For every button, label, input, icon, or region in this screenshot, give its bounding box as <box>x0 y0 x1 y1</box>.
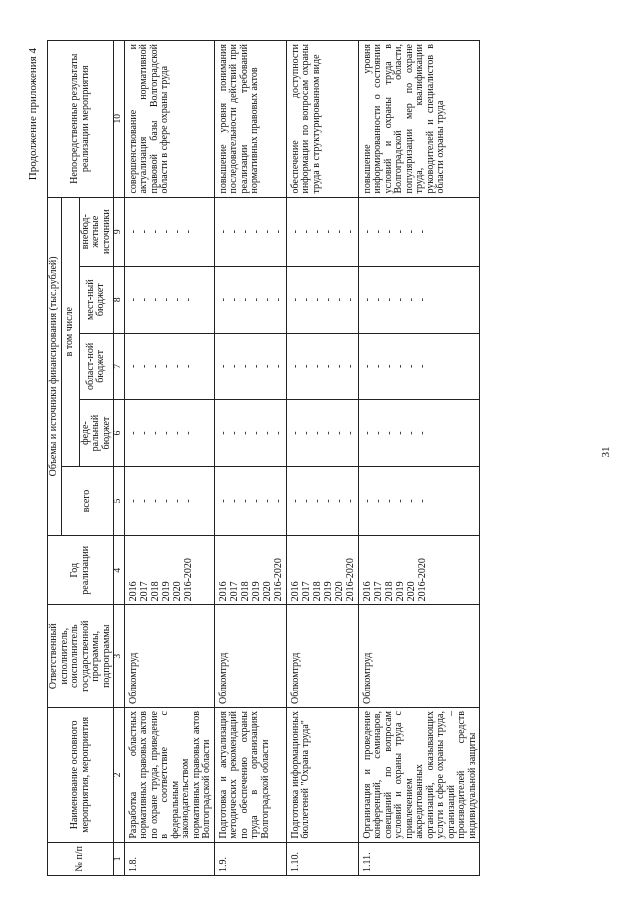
dash-value: - <box>333 364 345 369</box>
dash-value: - <box>239 230 251 234</box>
year-value: 2017 <box>138 581 150 602</box>
dash-value: - <box>138 431 150 435</box>
dash-value: - <box>394 364 406 369</box>
dash-value: - <box>333 298 345 302</box>
header-extra: внебюд-жетные источники <box>79 197 114 266</box>
column-number: 9 <box>114 197 125 266</box>
column-numbers-row <box>114 41 125 876</box>
row-regional <box>124 333 214 400</box>
table-row <box>286 41 358 876</box>
row-extra <box>124 197 214 266</box>
year-value: 2016-2020 <box>182 558 194 602</box>
row-number: 1.9. <box>214 842 286 875</box>
row-local <box>214 266 286 333</box>
dash-value: - <box>239 431 251 435</box>
row-extra <box>358 197 480 266</box>
dash-value: - <box>261 230 273 234</box>
dash-value: - <box>311 431 323 435</box>
header-federal: феде-ральный бюджет <box>79 400 114 467</box>
dash-value: - <box>416 230 428 234</box>
year-value: 2017 <box>300 581 312 602</box>
year-value: 2020 <box>261 581 273 602</box>
dash-value: - <box>372 499 384 503</box>
column-number: 6 <box>114 400 125 467</box>
year-value: 2020 <box>171 581 183 602</box>
dash-value: - <box>361 364 373 369</box>
row-responsible: Облкомтруд <box>358 605 480 708</box>
dash-value: - <box>261 499 273 503</box>
year-value: 2018 <box>149 581 161 602</box>
dash-value: - <box>344 364 356 369</box>
dash-value: - <box>182 364 194 369</box>
dash-value: - <box>239 364 251 369</box>
column-number: 10 <box>114 41 125 198</box>
dash-value: - <box>217 298 229 302</box>
dash-value: - <box>405 499 417 503</box>
column-number: 4 <box>114 536 125 605</box>
year-value: 2016-2020 <box>272 558 284 602</box>
row-years <box>286 536 358 605</box>
dash-value: - <box>182 499 194 503</box>
dash-value: - <box>405 431 417 435</box>
rotated-table-frame <box>27 40 595 876</box>
row-name: Подготовка и актуализация методических рекомендаций по обеспечению охраны труда в организациях Волгоградской области <box>214 708 286 843</box>
dash-value: - <box>171 230 183 234</box>
dash-value: - <box>261 298 273 302</box>
dash-value: - <box>405 364 417 369</box>
row-total <box>214 466 286 535</box>
dash-value: - <box>171 499 183 503</box>
row-local <box>124 266 214 333</box>
dash-value: - <box>289 499 301 503</box>
table-row <box>124 41 214 876</box>
dash-value: - <box>394 298 406 302</box>
year-value: 2019 <box>394 581 406 602</box>
dash-value: - <box>217 431 229 435</box>
row-federal <box>358 400 480 467</box>
row-years <box>124 536 214 605</box>
year-value: 2016 <box>361 581 373 602</box>
header-total: всего <box>61 466 114 535</box>
dash-value: - <box>372 431 384 435</box>
dash-value: - <box>171 431 183 435</box>
dash-value: - <box>344 230 356 234</box>
year-value: 2020 <box>333 581 345 602</box>
dash-value: - <box>405 230 417 234</box>
dash-value: - <box>361 298 373 302</box>
year-value: 2016 <box>289 581 301 602</box>
row-result: обеспечение доступности информации по вопросам охраны труда в структурированном виде <box>286 41 358 198</box>
dash-value: - <box>333 499 345 503</box>
dash-value: - <box>261 364 273 369</box>
dash-value: - <box>182 431 194 435</box>
column-number: 8 <box>114 266 125 333</box>
header-regional: област-ной бюджет <box>79 333 114 400</box>
dash-value: - <box>344 431 356 435</box>
row-result: совершенствование и актуализация нормативной правовой базы Волгоградской области в сфере охраны труда <box>124 41 214 198</box>
page-number: 31 <box>600 446 612 458</box>
dash-value: - <box>300 298 312 302</box>
dash-value: - <box>138 230 150 234</box>
dash-value: - <box>322 298 334 302</box>
year-value: 2016-2020 <box>344 558 356 602</box>
year-value: 2016 <box>127 581 139 602</box>
year-value: 2017 <box>372 581 384 602</box>
year-value: 2018 <box>239 581 251 602</box>
dash-value: - <box>416 364 428 369</box>
column-number: 2 <box>114 708 125 843</box>
dash-value: - <box>300 499 312 503</box>
row-name: Разработка областных нормативных правовых актов по охране труда, приведение в соответствие с федеральным законодательством нормативных правовых актов Волгоградской области <box>124 708 214 843</box>
dash-value: - <box>372 298 384 302</box>
column-number: 5 <box>114 466 125 535</box>
dash-value: - <box>250 431 262 435</box>
dash-value: - <box>171 364 183 369</box>
dash-value: - <box>250 499 262 503</box>
row-number: 1.8. <box>124 842 214 875</box>
dash-value: - <box>250 230 262 234</box>
row-total <box>286 466 358 535</box>
dash-value: - <box>394 499 406 503</box>
dash-value: - <box>322 499 334 503</box>
header-no: № п/п <box>48 842 114 875</box>
funding-table <box>47 40 480 876</box>
row-extra <box>286 197 358 266</box>
dash-value: - <box>322 431 334 435</box>
row-number: 1.11. <box>358 842 480 875</box>
dash-value: - <box>171 298 183 302</box>
dash-value: - <box>182 230 194 234</box>
year-value: 2018 <box>311 581 323 602</box>
dash-value: - <box>160 298 172 302</box>
dash-value: - <box>149 364 161 369</box>
dash-value: - <box>228 230 240 234</box>
row-responsible: Облкомтруд <box>124 605 214 708</box>
dash-value: - <box>239 298 251 302</box>
header-name: Наименование основного мероприятия, мероприятия <box>48 708 114 843</box>
row-regional <box>286 333 358 400</box>
row-number: 1.10. <box>286 842 358 875</box>
dash-value: - <box>416 298 428 302</box>
dash-value: - <box>272 230 284 234</box>
dash-value: - <box>138 298 150 302</box>
column-number: 7 <box>114 333 125 400</box>
dash-value: - <box>289 298 301 302</box>
dash-value: - <box>333 230 345 234</box>
dash-value: - <box>311 499 323 503</box>
column-number: 3 <box>114 605 125 708</box>
dash-value: - <box>322 364 334 369</box>
dash-value: - <box>160 230 172 234</box>
dash-value: - <box>311 230 323 234</box>
year-value: 2017 <box>228 581 240 602</box>
dash-value: - <box>416 431 428 435</box>
dash-value: - <box>344 298 356 302</box>
dash-value: - <box>149 431 161 435</box>
dash-value: - <box>228 499 240 503</box>
header-local: мест-ный бюджет <box>79 266 114 333</box>
header-including: в том числе <box>61 197 79 466</box>
dash-value: - <box>383 298 395 302</box>
header-funding: Объемы и источники финансирования (тыс.рублей) <box>48 197 62 536</box>
dash-value: - <box>394 230 406 234</box>
dash-value: - <box>372 364 384 369</box>
header-year: Год реализации <box>48 536 114 605</box>
dash-value: - <box>228 298 240 302</box>
dash-value: - <box>261 431 273 435</box>
dash-value: - <box>182 298 194 302</box>
dash-value: - <box>160 364 172 369</box>
row-result: повышение уровня понимания последовательности действий при реализации требований нормативных правовых актов <box>214 41 286 198</box>
dash-value: - <box>416 499 428 503</box>
dash-value: - <box>405 298 417 302</box>
dash-value: - <box>361 230 373 234</box>
dash-value: - <box>361 499 373 503</box>
dash-value: - <box>372 230 384 234</box>
dash-value: - <box>217 499 229 503</box>
dash-value: - <box>127 431 139 435</box>
table-row <box>214 41 286 876</box>
row-total <box>358 466 480 535</box>
dash-value: - <box>149 298 161 302</box>
table-row <box>358 41 480 876</box>
dash-value: - <box>311 298 323 302</box>
dash-value: - <box>311 364 323 369</box>
row-extra <box>214 197 286 266</box>
dash-value: - <box>383 431 395 435</box>
dash-value: - <box>160 499 172 503</box>
row-years <box>214 536 286 605</box>
dash-value: - <box>272 499 284 503</box>
year-value: 2019 <box>322 581 334 602</box>
dash-value: - <box>300 431 312 435</box>
dash-value: - <box>250 364 262 369</box>
dash-value: - <box>228 364 240 369</box>
dash-value: - <box>217 364 229 369</box>
dash-value: - <box>300 230 312 234</box>
dash-value: - <box>289 431 301 435</box>
row-federal <box>286 400 358 467</box>
year-value: 2020 <box>405 581 417 602</box>
document-sheet <box>27 40 595 876</box>
row-total <box>124 466 214 535</box>
dash-value: - <box>383 499 395 503</box>
dash-value: - <box>383 364 395 369</box>
dash-value: - <box>289 230 301 234</box>
row-responsible: Облкомтруд <box>286 605 358 708</box>
dash-value: - <box>127 230 139 234</box>
dash-value: - <box>383 230 395 234</box>
dash-value: - <box>361 431 373 435</box>
dash-value: - <box>149 230 161 234</box>
dash-value: - <box>127 499 139 503</box>
row-local <box>358 266 480 333</box>
row-responsible: Облкомтруд <box>214 605 286 708</box>
row-regional <box>358 333 480 400</box>
row-name: Подготовка информационных бюллетеней "Охрана труда" <box>286 708 358 843</box>
row-regional <box>214 333 286 400</box>
year-value: 2019 <box>250 581 262 602</box>
dash-value: - <box>160 431 172 435</box>
dash-value: - <box>272 364 284 369</box>
header-result: Непосредственные результаты реализации мероприятия <box>48 41 114 198</box>
year-value: 2016-2020 <box>416 558 428 602</box>
dash-value: - <box>127 364 139 369</box>
header-responsible: Ответственный исполнитель, соисполнитель государственной программы, подпрограммы <box>48 605 114 708</box>
dash-value: - <box>272 298 284 302</box>
dash-value: - <box>322 230 334 234</box>
dash-value: - <box>138 364 150 369</box>
row-name: Организация и проведение конференций, семинаров, совещаний по вопросам условий и охраны труда с привлечением аккредитованных организаций, оказывающих услуги в сфере охраны труда, организаций – производителей средств индивидуальной защиты <box>358 708 480 843</box>
dash-value: - <box>217 230 229 234</box>
dash-value: - <box>333 431 345 435</box>
dash-value: - <box>344 499 356 503</box>
year-value: 2019 <box>160 581 172 602</box>
year-value: 2016 <box>217 581 229 602</box>
row-years <box>358 536 480 605</box>
dash-value: - <box>149 499 161 503</box>
dash-value: - <box>300 364 312 369</box>
continuation-label: Продолжение приложения 4 <box>27 48 39 181</box>
dash-value: - <box>289 364 301 369</box>
dash-value: - <box>394 431 406 435</box>
dash-value: - <box>228 431 240 435</box>
dash-value: - <box>127 298 139 302</box>
dash-value: - <box>239 499 251 503</box>
row-federal <box>214 400 286 467</box>
dash-value: - <box>272 431 284 435</box>
row-local <box>286 266 358 333</box>
year-value: 2018 <box>383 581 395 602</box>
column-number: 1 <box>114 842 125 875</box>
row-federal <box>124 400 214 467</box>
dash-value: - <box>250 298 262 302</box>
dash-value: - <box>138 499 150 503</box>
row-result: повышение уровня информированности о состоянии условий и охраны труда в Волгоградской области, популяризации мер по охране труда, квалификации руководителей и специалистов в области охраны труда <box>358 41 480 198</box>
